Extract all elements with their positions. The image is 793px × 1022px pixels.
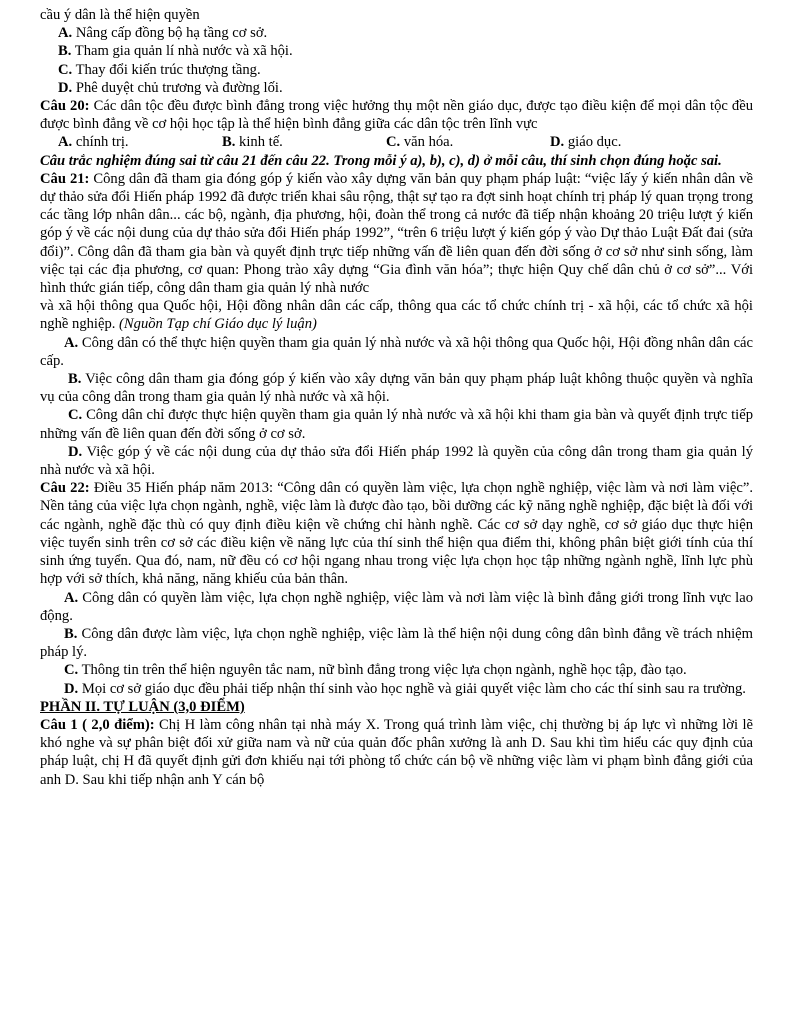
q19-option-d: D. Phê duyệt chủ trương và đường lối. (58, 79, 283, 96)
q22-option-b: B. Công dân được làm việc, lựa chọn nghề nghiệp, việc làm là thể hiện nội dung công dân bình đẳng về trách nhiệm pháp lý. (40, 625, 753, 661)
q22-option-a: A. Công dân có quyền làm việc, lựa chọn nghề nghiệp, việc làm và nơi làm việc là bình đẳng giới trong lĩnh vực lao động. (40, 589, 753, 624)
section-true-false-heading: Câu trắc nghiệm đúng sai từ câu 21 đến câu 22. Trong mỗi ý a), b), c), d) ở mỗi câu, thí sinh chọn đúng hoặc sai. (40, 152, 722, 169)
part2-heading: PHẦN II. TỰ LUẬN (3,0 ĐIỂM) (40, 698, 245, 715)
q20-option-b: B. kinh tế. (222, 134, 283, 151)
q19-option-c: C. Thay đổi kiến trúc thượng tầng. (58, 61, 261, 78)
q22-option-c: C. Thông tin trên thể hiện nguyên tắc nam, nữ bình đẳng trong việc lựa chọn ngành, nghề học tập, đào tạo. (64, 662, 687, 679)
q20-options (40, 133, 753, 151)
q22-stem: Câu 22: Điều 35 Hiến pháp năm 2013: “Công dân có quyền làm việc, lựa chọn nghề nghiệp, việc làm và nơi làm việc”. Nền tảng của việc lựa chọn ngành, nghề, việc làm là được đào tạo, bồi dưỡng các kỹ năng nghề nghiệp, đặc biệt là đối với các ngành, nghề đặc thù có quy định điều kiện về chứng chỉ hành nghề. Các cơ sở dạy nghề, cơ sở giáo dục thực hiện việc tuyển sinh trên cơ sở các điều kiện về năng lực của thí sinh thể hiện qua điểm thi, không phân biệt giới tính của thí sinh ứng tuyển. Qua đó, nam, nữ đều có cơ hội ngang nhau trong việc lựa chọn học tập những ngành nghề, lĩnh lực phù hợp với sở thích, khả năng, năng khiếu của bản thân. (40, 480, 753, 588)
q22-option-d: D. Mọi cơ sở giáo dục đều phải tiếp nhận thí sinh vào học nghề và giải quyết việc làm cho các thí sinh sau ra trường. (64, 680, 746, 697)
q20-option-a: A. chính trị. (58, 134, 129, 151)
q20-stem: Câu 20: Các dân tộc đều được bình đẳng trong việc hưởng thụ một nền giáo dục, được tạo điều kiện để mọi dân tộc đều được bình đẳng về cơ hội học tập là thể hiện bình đẳng giữa các dân tộc trên lĩnh vực (40, 98, 754, 133)
q21-option-b: B. Việc công dân tham gia đóng góp ý kiến vào xây dựng văn bản quy phạm pháp luật không thuộc quyền và nghĩa vụ của công dân trong tham gia quản lý nhà nước và xã hội. (40, 371, 753, 406)
q21-stem: Câu 21: Công dân đã tham gia đóng góp ý kiến vào xây dựng văn bản quy phạm pháp luật: “việc lấy ý kiến nhân dân về dự thảo sửa đổi Hiến pháp 1992 đã được triển khai sâu rộng, thật sự tạo ra đợt sinh hoạt chính trị pháp lý quan trọng trong các tầng lớp nhân dân... các bộ, ngành, địa phương, hội, đoàn thể trong cả nước đã tiếp nhận khoảng 20 triệu lượt ý kiến góp ý về các nội dung của dự thảo sửa đổi Hiến pháp 1992”, “trên 6 triệu lượt ý kiến góp ý vào Dự thảo Luật Đất đai (sửa đổi)”. Công dân đã tham gia bàn và quyết định trực tiếp những vấn đề liên quan đến đời sống ở cơ sở như sinh sống, làm việc tại các địa phương, cơ quan: Phong trào xây dựng “Gia đình văn hóa”; thực hiện Quy chế dân chủ ở cơ sở”... Với hình thức gián tiếp, công dân tham gia quản lý nhà nước (40, 170, 753, 297)
exam-page (40, 6, 753, 789)
q21-source: (Nguồn Tạp chí Giáo dục lý luận) (119, 316, 317, 333)
q19-option-b: B. Tham gia quản lí nhà nước và xã hội. (58, 43, 293, 60)
q21-option-d: D. Việc góp ý về các nội dung của dự thảo sửa đổi Hiến pháp 1992 là quyền của công dân trong tham gia quản lý nhà nước và xã hội. (40, 443, 753, 479)
q19-tail: cầu ý dân là thể hiện quyền (40, 7, 200, 23)
q22-label: Câu 22: (40, 480, 90, 497)
q21-stem-cont: và xã hội thông qua Quốc hội, Hội đồng nhân dân các cấp, thông qua các tổ chức chính trị - xã hội, các tổ chức xã hội nghề nghiệp. (Nguồn Tạp chí Giáo dục lý luận) (40, 298, 753, 333)
part2-question-1: Câu 1 ( 2,0 điểm): Chị H làm công nhân tại nhà máy X. Trong quá trình làm việc, chị thường bị áp lực vì những lời lẽ khó nghe và sự phân biệt đối xử giữa nam và nữ của quản đốc phân xưởng là anh D. Sau khi tìm hiểu các quy định của pháp luật, chị H đã quyết định gửi đơn khiếu nại tới phòng tổ chức cán bộ về những việc làm vi phạm bình đẳng giới của anh D. Sau khi tiếp nhận anh Y cán bộ (40, 716, 753, 788)
q21-label: Câu 21: (40, 170, 90, 187)
part2-q1-label: Câu 1 ( 2,0 điểm): (40, 716, 155, 733)
q20-label: Câu 20: (40, 98, 90, 115)
q20-option-d: D. giáo dục. (550, 134, 622, 151)
q21-option-c: C. Công dân chỉ được thực hiện quyền tham gia quản lý nhà nước và xã hội khi tham gia bàn và quyết định trực tiếp những vấn đề liên quan đến đời sống ở cơ sở. (40, 407, 753, 442)
q20-option-c: C. văn hóa. (386, 134, 454, 151)
q21-option-a: A. Công dân có thể thực hiện quyền tham gia quản lý nhà nước và xã hội thông qua Quốc hội, Hội đồng nhân dân các cấp. (40, 334, 753, 369)
q19-option-a: A. Nâng cấp đồng bộ hạ tầng cơ sở. (58, 25, 268, 42)
